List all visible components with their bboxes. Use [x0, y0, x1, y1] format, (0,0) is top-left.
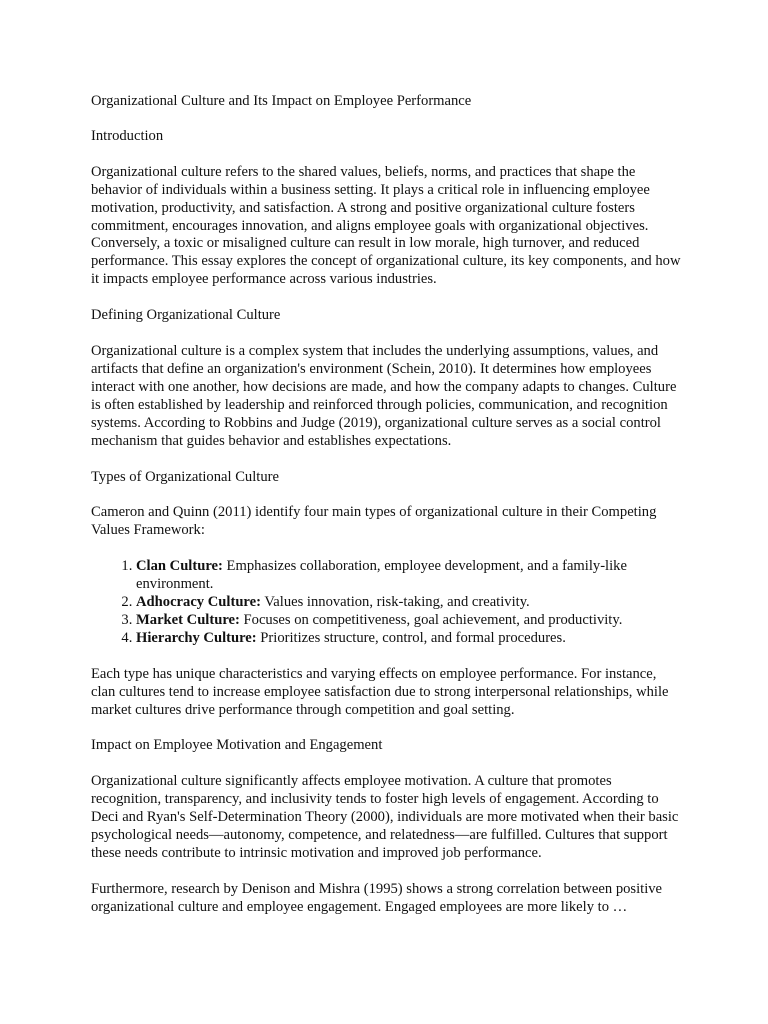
impact-paragraph-2: Furthermore, research by Denison and Mishra (1995) shows a strong correlation between positive organizational culture and employee engagement. Engaged employees are more likely to …	[91, 880, 663, 915]
types-closing-paragraph: Each type has unique characteristics and varying effects on employee performance. For instance, clan cultures tend to increase employee satisfaction due to strong interpersonal relationships, while market cultures drive performance through competition and goal setting.	[91, 665, 669, 718]
list-item	[136, 630, 683, 648]
list-item-description: Focuses on competitiveness, goal achievement, and productivity.	[239, 611, 623, 628]
list-item-term: Adhocracy Culture:	[136, 594, 261, 611]
document-body	[91, 93, 683, 935]
list-item-term: Clan Culture:	[136, 558, 223, 575]
list-item-description: Values innovation, risk-taking, and creativity.	[260, 594, 530, 611]
list-item-description: Prioritizes structure, control, and formal procedures.	[256, 629, 566, 646]
list-item	[136, 594, 683, 612]
culture-types-list	[91, 558, 683, 648]
introduction-paragraph: Organizational culture refers to the shared values, beliefs, norms, and practices that shape the behavior of individuals within a business setting. It plays a critical role in influencing employee motivation, productivity, and satisfaction. A strong and positive organizational culture fosters commitment, encourages innovation, and aligns employee goals with organizational objectives. Conversely, a toxic or misaligned culture can result in low morale, high turnover, and reduced performance. This essay explores the concept of organizational culture, its key components, and how it impacts employee performance across various industries.	[91, 163, 681, 288]
list-item-term: Hierarchy Culture:	[136, 629, 257, 646]
list-item	[136, 558, 683, 594]
list-item-term: Market Culture:	[136, 611, 240, 628]
section-heading-introduction: Introduction	[91, 127, 164, 144]
section-heading-types: Types of Organizational Culture	[91, 468, 279, 485]
list-item	[136, 612, 683, 630]
list-item-description: Emphasizes collaboration, employee development, and a family-like environment.	[136, 558, 627, 593]
types-intro-paragraph: Cameron and Quinn (2011) identify four main types of organizational culture in their Competing Values Framework:	[91, 504, 657, 539]
defining-paragraph: Organizational culture is a complex system that includes the underlying assumptions, values, and artifacts that define an organization's environment (Schein, 2010). It determines how employees interact with one another, how decisions are made, and how the company adapts to changes. Culture is often established by leadership and reinforced through policies, communication, and recognition systems. According to Robbins and Judge (2019), organizational culture serves as a social control mechanism that guides behavior and establishes expectations.	[91, 343, 677, 449]
section-heading-defining: Defining Organizational Culture	[91, 307, 281, 324]
section-heading-impact: Impact on Employee Motivation and Engagement	[91, 737, 383, 754]
document-title: Organizational Culture and Its Impact on Employee Performance	[91, 93, 472, 109]
impact-paragraph-1: Organizational culture significantly affects employee motivation. A culture that promotes recognition, transparency, and inclusivity tends to foster high levels of engagement. According to Deci and Ryan's Self-Determination Theory (2000), individuals are more motivated when their basic psychological needs—autonomy, competence, and relatedness—are fulfilled. Cultures that support these needs contribute to intrinsic motivation and improved job performance.	[91, 773, 679, 861]
